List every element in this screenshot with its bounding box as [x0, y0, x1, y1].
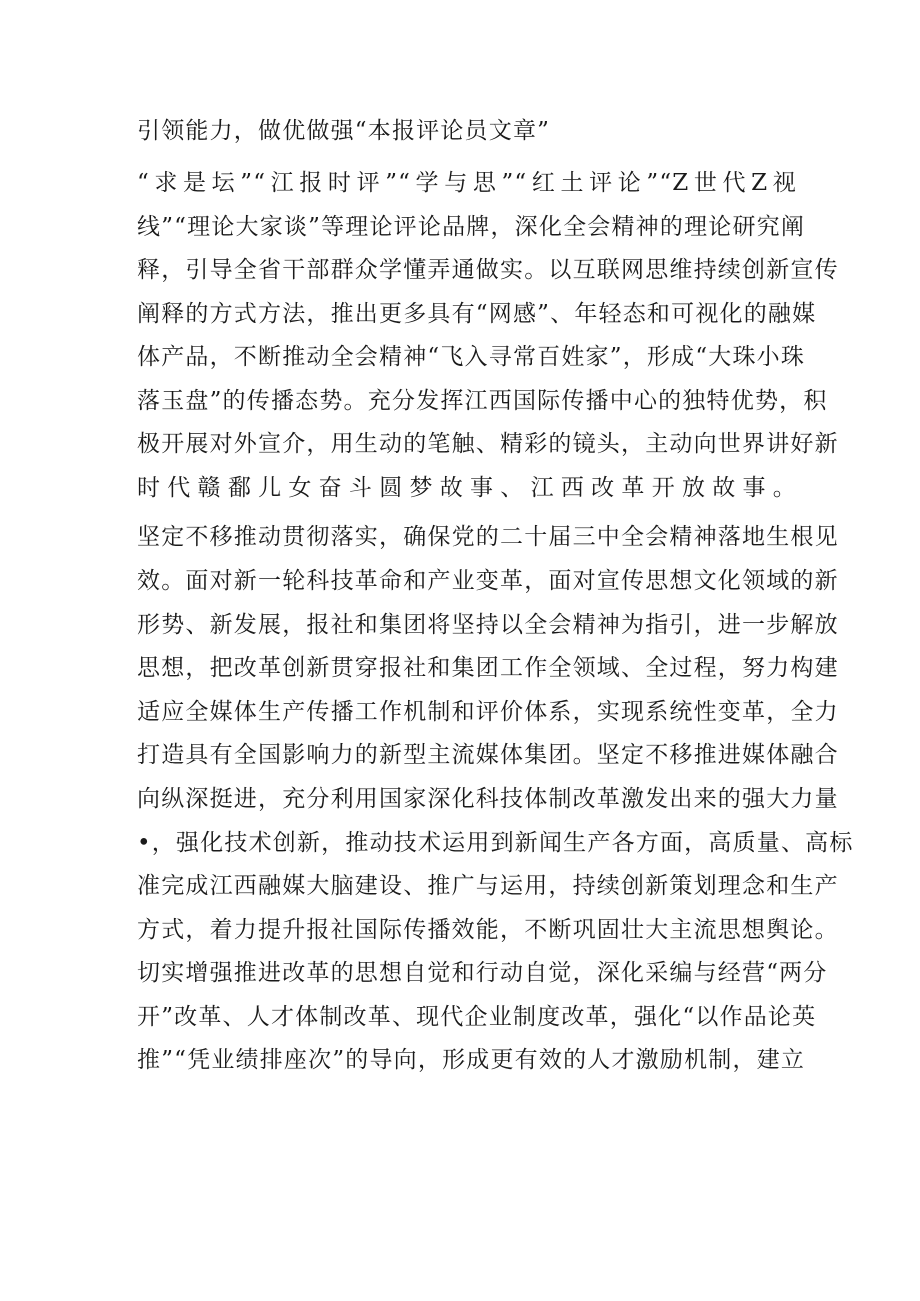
text-line-15: 打造具有全国影响力的新型主流媒体集团。坚定不移推进媒体融合: [137, 742, 839, 768]
text-line-5: 阐释的方式方法，推出更多具有“网感”、年轻态和可视化的融媒: [137, 301, 817, 327]
text-line-22: 推”“凭业绩排座次”的导向，形成更有效的人才激励机制，建立: [137, 1047, 806, 1073]
text-line-17: •，强化技术创新，推动技术运用到新闻生产各方面，高质量、高标: [137, 830, 854, 856]
text-line-7: 落玉盘”的传播态势。充分发挥江西国际传播中心的独特优势，积: [137, 388, 828, 414]
text-line-18: 准完成江西融媒大脑建设、推广与运用，持续创新策划理念和生产: [137, 873, 839, 899]
text-line-12: 形势、新发展，报社和集团将坚持以全会精神为指引，进一步解放: [137, 612, 839, 638]
text-line-8: 极开展对外宣介，用生动的笔触、精彩的镜头，主动向世界讲好新: [137, 431, 839, 457]
text-line-10: 坚定不移推动贯彻落实，确保党的二十届三中全会精神落地生根见: [137, 524, 839, 550]
text-line-4: 释，引导全省干部群众学懂弄通做实。以互联网思维持续创新宣传: [137, 257, 839, 283]
text-line-1: 引领能力，做优做强“本报评论员文章”: [137, 118, 551, 144]
text-line-2: “求是坛”“江报时评”“学与思”“红土评论”“Z世代Z视: [137, 170, 797, 196]
text-line-11: 效。面对新一轮科技革命和产业变革，面对宣传思想文化领域的新: [137, 568, 839, 594]
text-line-14: 适应全媒体生产传播工作机制和评价体系，实现系统性变革，全力: [137, 699, 839, 725]
text-line-13: 思想，把改革创新贯穿报社和集团工作全领域、全过程，努力构建: [137, 655, 839, 681]
text-line-16: 向纵深挺进，充分利用国家深化科技体制改革激发出来的强大力量: [137, 786, 839, 812]
text-line-6: 体产品，不断推动全会精神“飞入寻常百姓家”，形成“大珠小珠: [137, 344, 806, 370]
text-line-21: 开”改革、人才体制改革、现代企业制度改革，强化“以作品论英: [137, 1004, 817, 1030]
text-line-9: 时代赣鄱儿女奋斗圆梦故事、江西改革开放故事。: [137, 475, 797, 501]
text-line-3: 线”“理论大家谈”等理论评论品牌，深化全会精神的理论研究阐: [137, 214, 806, 240]
text-line-19: 方式，着力提升报社国际传播效能，不断巩固壮大主流思想舆论。: [137, 917, 839, 943]
text-line-20: 切实增强推进改革的思想自觉和行动自觉，深化采编与经营“两分: [137, 960, 828, 986]
